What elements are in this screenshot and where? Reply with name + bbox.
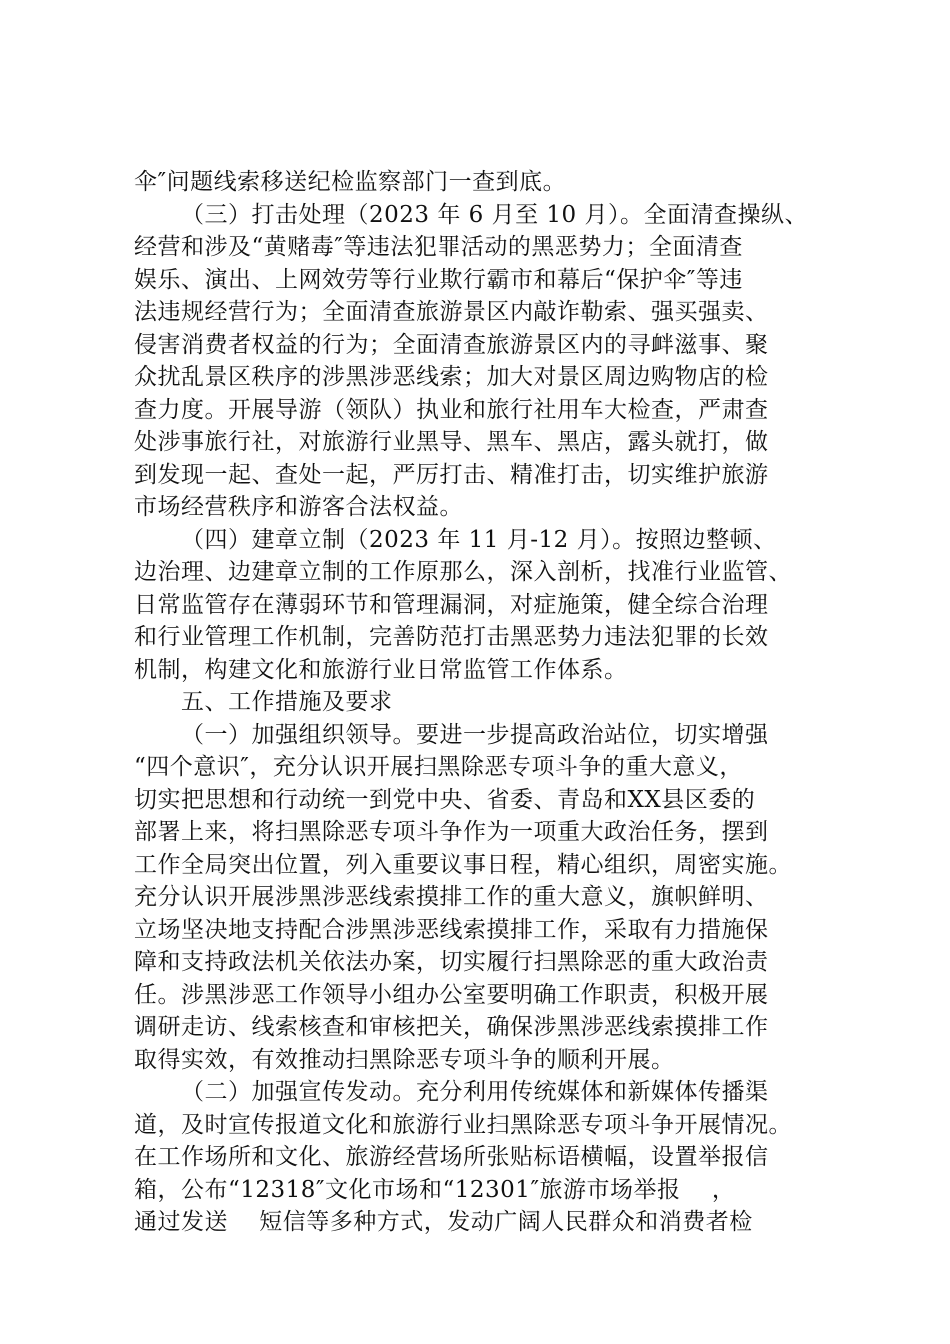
- text-line: 道，及时宣传报道文化和旅游行业扫黑除恶专项斗争开展情况。: [134, 1111, 792, 1138]
- text-line: 切实把思想和行动统一到党中央、省委、青岛和XX县区委的: [134, 786, 756, 813]
- text-line: 娱乐、演出、上网效劳等行业欺行霸市和幕后“保护伞″等违: [134, 266, 743, 293]
- text-line: 查力度。开展导游（领队）执业和旅行社用车大检查，严肃查: [134, 396, 769, 423]
- text-line: “四个意识″，充分认识开展扫黑除恶专项斗争的重大意义，: [134, 754, 743, 780]
- text-line: （一）加强组织领导。要进一步提高政治站位，切实增强: [181, 721, 769, 748]
- text-line: 日常监管存在薄弱环节和管理漏洞，对症施策，健全综合治理: [134, 591, 769, 618]
- text-line: 到发现一起、查处一起，严厉打击、精准打击，切实维护旅游: [134, 461, 769, 488]
- text-line: 和行业管理工作机制，完善防范打击黑恶势力违法犯罪的长效: [134, 624, 769, 650]
- text-line: 边治理、边建章立制的工作原那么，深入剖析，找准行业监管、: [134, 559, 792, 585]
- text-line: 经营和涉及“黄赌毒″等违法犯罪活动的黑恶势力；全面清查: [134, 234, 743, 260]
- text-line: 机制，构建文化和旅游行业日常监管工作体系。: [134, 656, 628, 683]
- text-line: 通过发送 短信等多种方式，发动广阔人民群众和消费者检: [134, 1209, 753, 1235]
- text-line: 取得实效，有效推动扫黑除恶专项斗争的顺利开展。: [134, 1046, 675, 1073]
- section-heading: 五、工作措施及要求: [181, 689, 393, 715]
- text-line: （四）建章立制（2023 年 11 月-12 月）。按照边整顿、: [181, 526, 777, 553]
- text-line: 市场经营秩序和游客合法权益。: [134, 494, 463, 520]
- text-line: 障和支持政法机关依法办案，切实履行扫黑除恶的重大政治责: [134, 949, 769, 975]
- text-line: 众扰乱景区秩序的涉黑涉恶线索；加大对景区周边购物店的检: [134, 364, 769, 390]
- text-line: 充分认识开展涉黑涉恶线索摸排工作的重大意义，旗帜鲜明、: [134, 884, 769, 910]
- text-line: 立场坚决地支持配合涉黑涉恶线索摸排工作，采取有力措施保: [134, 916, 769, 943]
- text-line: 法违规经营行为；全面清查旅游景区内敲诈勒索、强买强卖、: [134, 299, 769, 325]
- text-line: 部署上来，将扫黑除恶专项斗争作为一项重大政治任务，摆到: [134, 819, 769, 845]
- text-line: 调研走访、线索核查和审核把关，确保涉黑涉恶线索摸排工作: [134, 1014, 769, 1040]
- text-line: 处涉事旅行社，对旅游行业黑导、黑车、黑店，露头就打，做: [134, 429, 769, 455]
- text-line: （二）加强宣传发动。充分利用传统媒体和新媒体传播渠: [181, 1079, 769, 1105]
- text-line: 伞″问题线索移送纪检监察部门一查到底。: [134, 169, 567, 195]
- body-text: [134, 166, 834, 1239]
- text-line: 箱，公布“12318″文化市场和“12301″旅游市场举报 ，: [134, 1176, 736, 1203]
- text-line: 侵害消费者权益的行为；全面清查旅游景区内的寻衅滋事、聚: [134, 331, 769, 358]
- text-line: 工作全局突出位置，列入重要议事日程，精心组织，周密实施。: [134, 851, 792, 878]
- text-line: 任。涉黑涉恶工作领导小组办公室要明确工作职责，积极开展: [134, 981, 769, 1008]
- text-line: （三）打击处理（2023 年 6 月至 10 月）。全面清查操纵、: [181, 201, 808, 228]
- text-line: 在工作场所和文化、旅游经营场所张贴标语横幅，设置举报信: [134, 1144, 769, 1170]
